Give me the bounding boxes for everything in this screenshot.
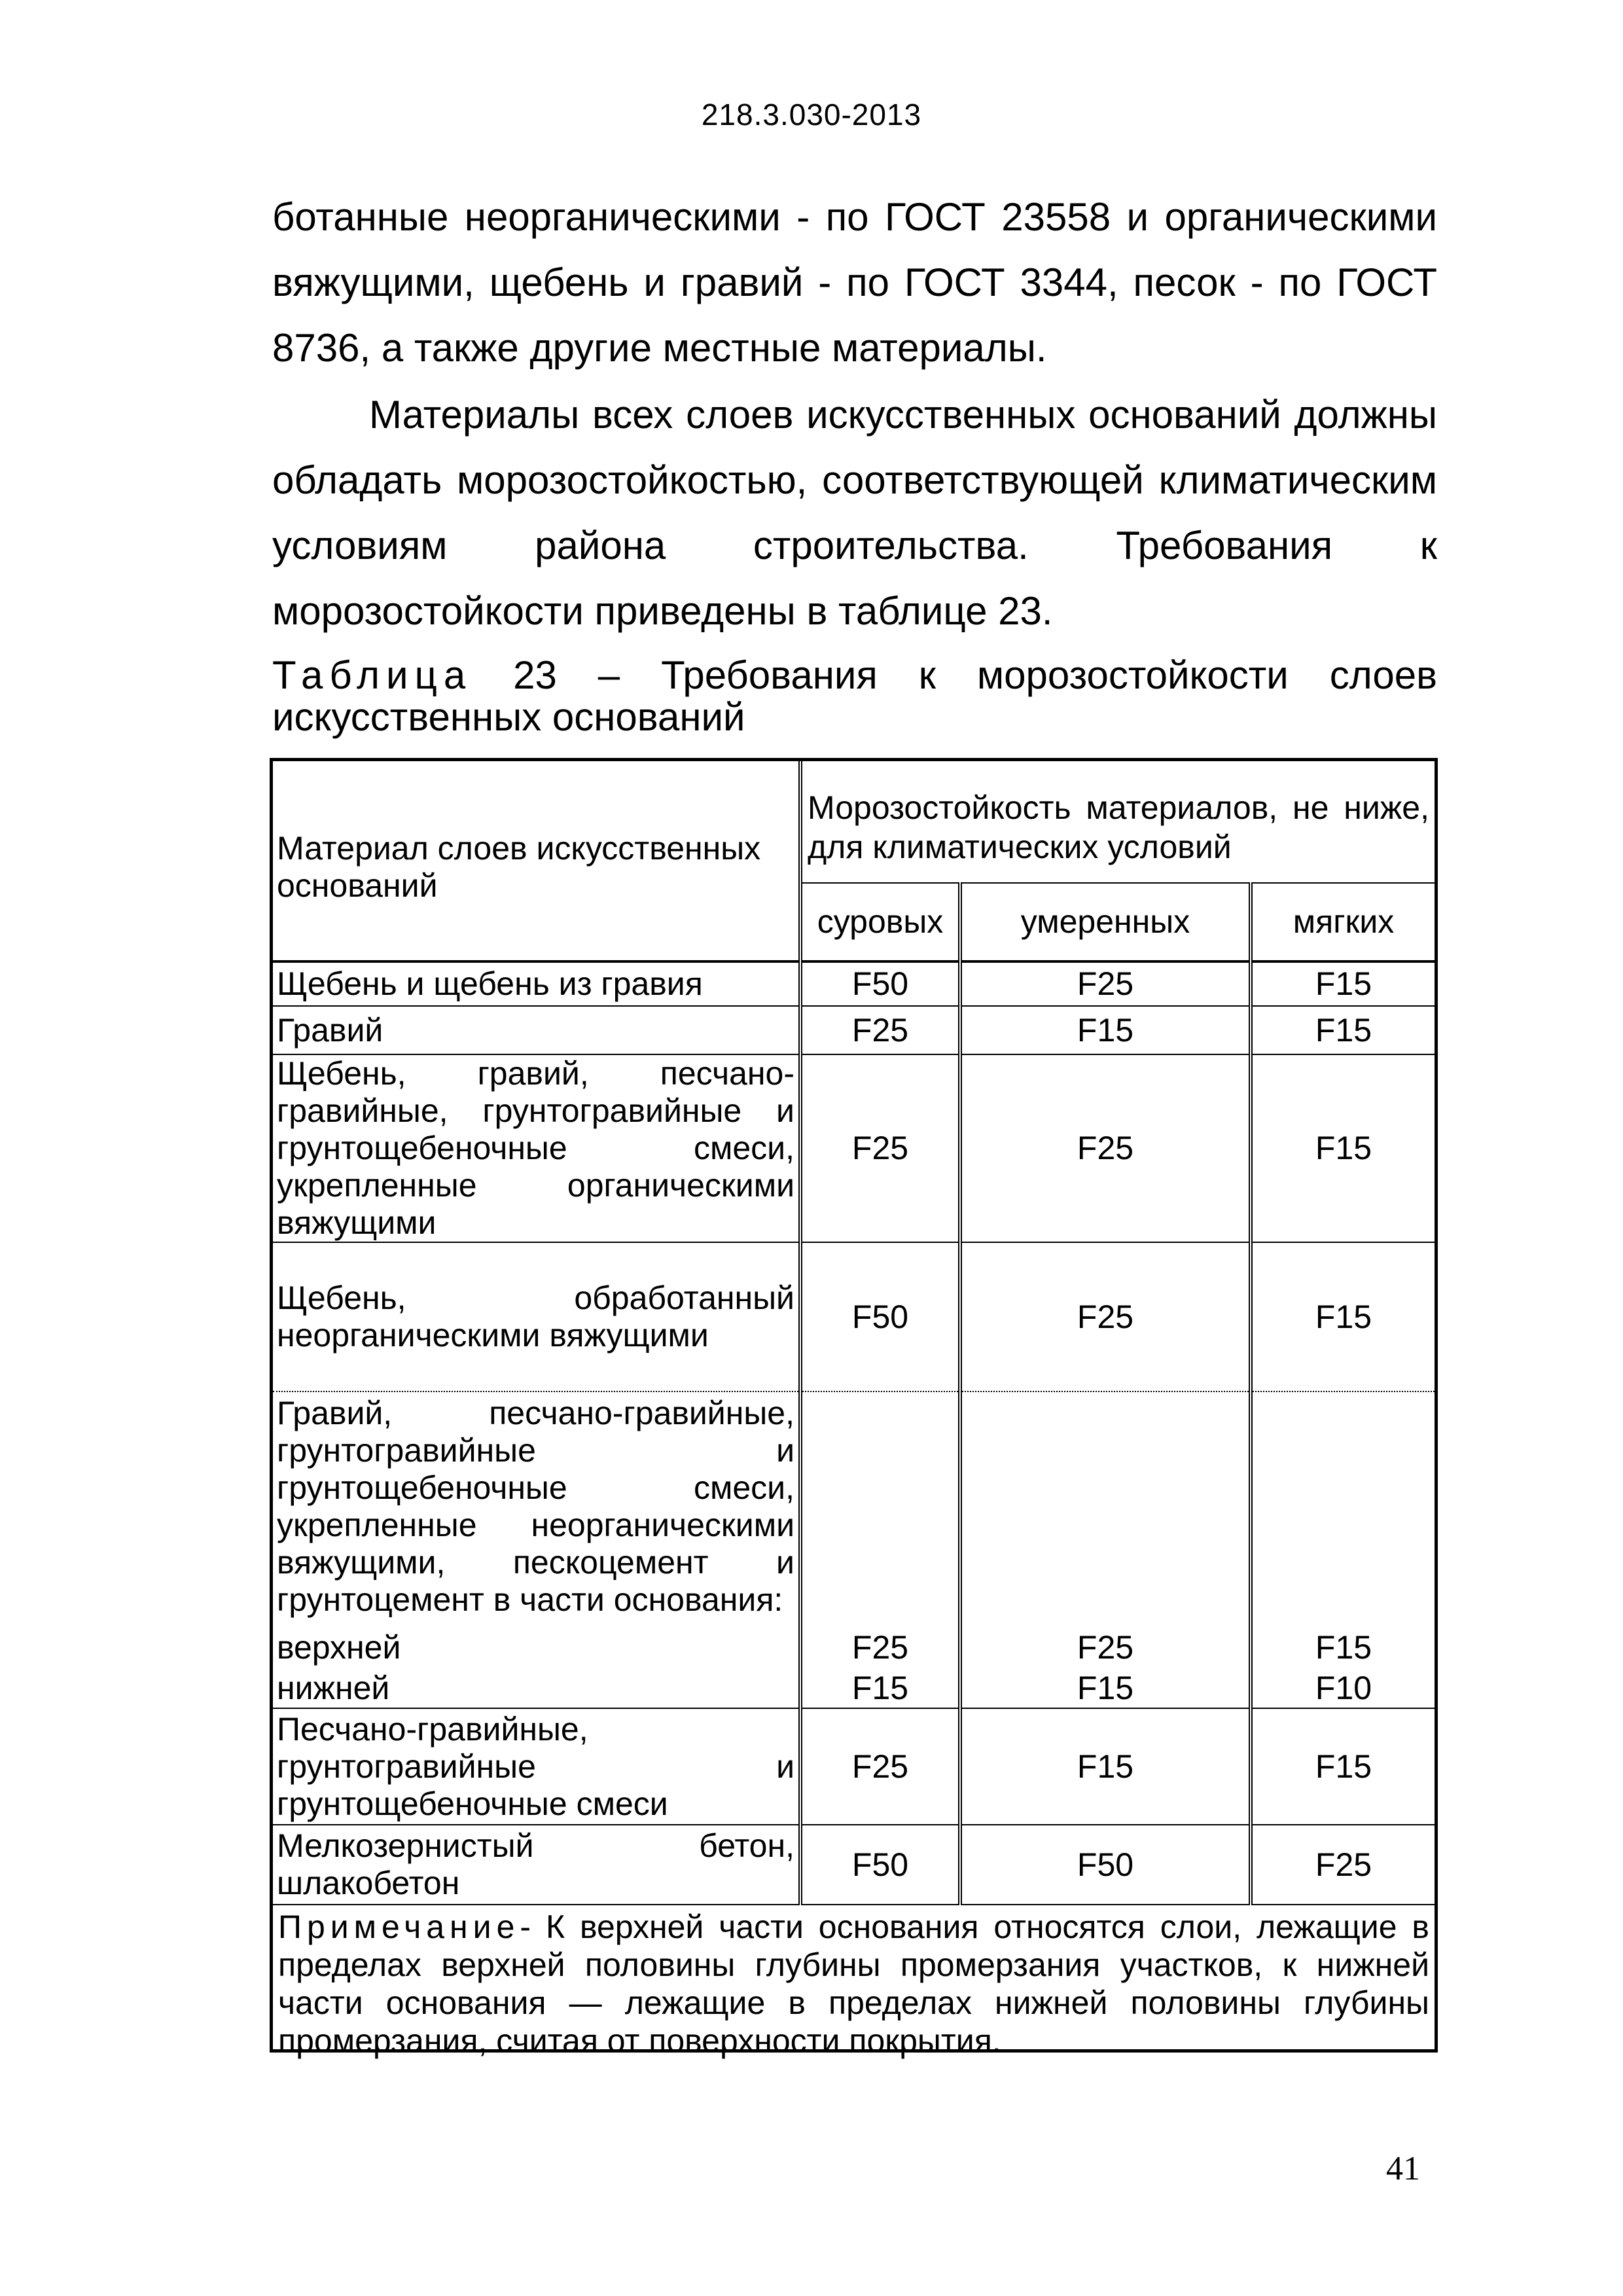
header-frost-resistance: Морозостойкость материалов, не ниже, для климатических условий	[800, 761, 1435, 883]
row-value-moderate: F15	[960, 1006, 1251, 1054]
row-material: Гравий	[273, 1006, 800, 1054]
row-material: Щебень, гравий, песчано-гравийные, грунтогравийные и грунтощебеночные смеси, укрепленные органическими вяжущими	[273, 1054, 800, 1242]
row-value-moderate: F50	[960, 1825, 1251, 1905]
row-value-severe: F50	[800, 1242, 960, 1391]
table-row	[273, 1054, 1435, 1242]
row-material: Гравий, песчано-гравийные, грунтогравийные и грунтощебеночные смеси, укрепленные неорганическими вяжущими, пескоцемент и грунтоцемент в части основания:	[273, 1391, 800, 1626]
row-value-mild: F15	[1251, 1054, 1435, 1242]
column-header-mild: мягких	[1251, 883, 1435, 961]
table-row	[273, 1006, 1435, 1054]
row-value-severe: F25	[800, 1054, 960, 1242]
row-value-mild: F15	[1315, 1628, 1372, 1666]
row-value-mild: F15	[1315, 965, 1372, 1002]
row-sub-label-lower: нижней	[273, 1669, 800, 1708]
column-header-moderate: умеренных	[960, 883, 1251, 961]
row-value-severe: F15	[800, 1669, 960, 1708]
row-material: Щебень, обработанный неорганическими вяжущими	[273, 1242, 800, 1391]
row-value-severe: F25	[800, 1006, 960, 1054]
table-caption	[272, 655, 1437, 738]
table-row	[273, 1626, 1435, 1669]
row-value-moderate: F15	[960, 1708, 1251, 1825]
page-number: 41	[1386, 2150, 1420, 2187]
table-grid	[273, 761, 1435, 2061]
row-value-severe: F25	[800, 1708, 960, 1825]
table-row	[273, 1708, 1435, 1825]
row-value-moderate: F25	[960, 1626, 1251, 1669]
column-header-severe: суровых	[800, 883, 960, 961]
row-value-moderate: F15	[960, 1669, 1251, 1708]
paragraph-1: ботанные неорганическими - по ГОСТ 23558 и органическими вяжущими, щебень и гравий - по ГОСТ 3344, песок - по ГОСТ 8736, а также другие местные материалы.	[272, 195, 1437, 370]
table-row	[273, 961, 1435, 1006]
row-value-mild: F15	[1251, 1708, 1435, 1825]
row-value-mild: F10	[1315, 1670, 1372, 1706]
note-label: Примечание	[278, 1909, 520, 1945]
table-row	[273, 1391, 1435, 1626]
row-material: Песчано-гравийные, грунтогравийные и грунтощебеночные смеси	[273, 1708, 800, 1825]
row-value-severe: F50	[800, 961, 960, 1006]
document-code: 218.3.030-2013	[701, 98, 922, 132]
table-row	[273, 1242, 1435, 1391]
table-row	[273, 1669, 1435, 1708]
table-caption-label: Таблица	[272, 653, 473, 697]
table-note	[273, 1905, 1435, 2061]
row-value-mild: F15	[1251, 1242, 1435, 1391]
row-value-severe: F50	[800, 1825, 960, 1905]
note-text: - К верхней части основания относятся слои, лежащие в пределах верхней половины глубины промерзания участков, к нижней части основания — лежащие в пределах нижней половины глубины промерзания, считая от поверхности покрытия.	[278, 1909, 1429, 2059]
frost-resistance-table	[270, 758, 1438, 2059]
header-material: Материал слоев искусственных оснований	[273, 761, 800, 961]
row-sub-label-upper: верхней	[273, 1626, 800, 1669]
row-value-mild: F25	[1251, 1825, 1435, 1905]
row-value-mild: F15	[1251, 1006, 1435, 1054]
row-value-moderate: F25	[960, 1242, 1251, 1391]
row-material: Мелкозернистый бетон, шлакобетон	[273, 1825, 800, 1905]
row-value-severe: F25	[800, 1626, 960, 1669]
row-material: Щебень и щебень из гравия	[273, 961, 800, 1006]
table-row	[273, 1825, 1435, 1905]
paragraph-2: Материалы всех слоев искусственных оснований должны обладать морозостойкостью, соответствующей климатическим условиям района строительства. Требования к морозостойкости приведены в таблице 23.	[272, 393, 1437, 633]
row-value-moderate: F25	[960, 1054, 1251, 1242]
row-value-moderate: F25	[960, 961, 1251, 1006]
table-caption-text: 23 – Требования к морозостойкости слоев искусственных оснований	[272, 653, 1437, 739]
